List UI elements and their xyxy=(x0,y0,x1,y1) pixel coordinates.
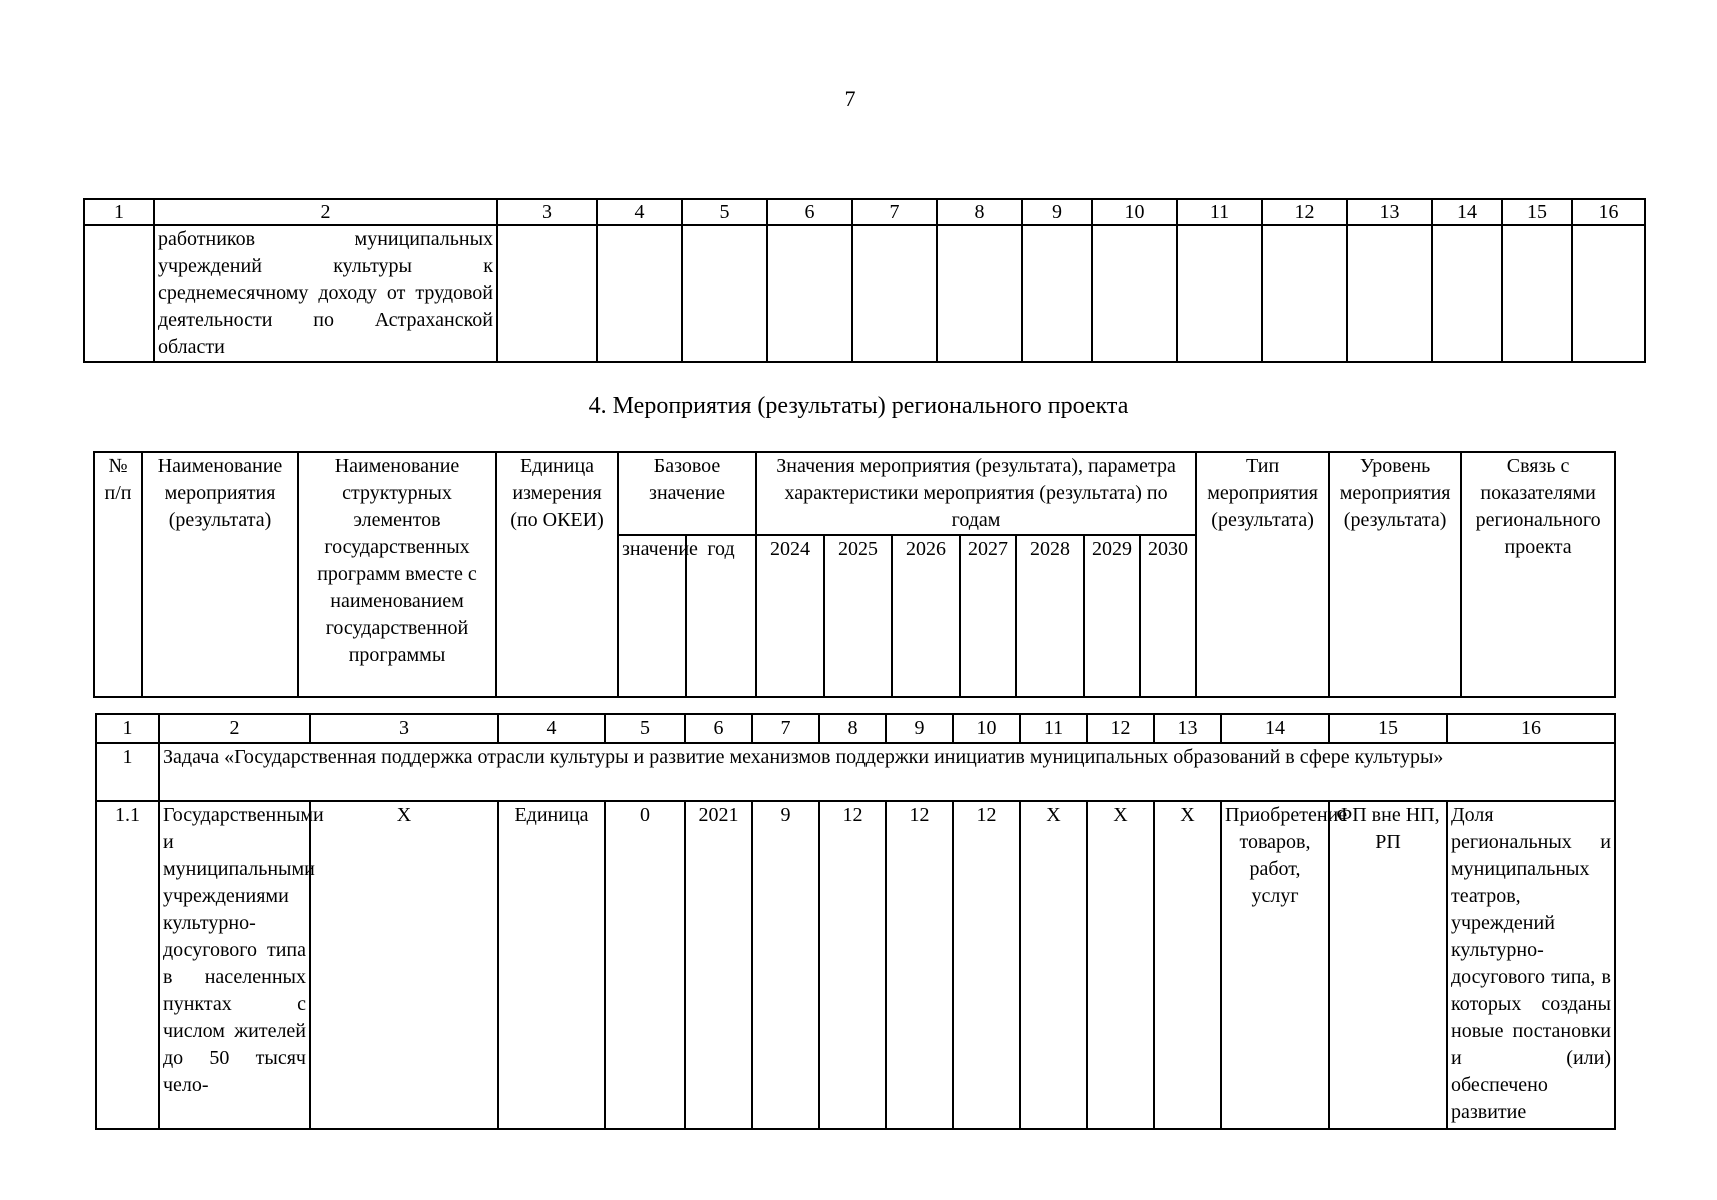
header-elements: Наименование структурных элементов государственных программ вместе с наименованием государственной программы xyxy=(298,452,496,697)
empty-cell xyxy=(597,225,682,362)
empty-cell xyxy=(1092,225,1177,362)
col-num: 4 xyxy=(597,199,682,225)
header-year: 2028 xyxy=(1016,535,1084,697)
col-num: 6 xyxy=(685,714,752,743)
col-num: 10 xyxy=(953,714,1020,743)
result-number: 1.1 xyxy=(96,801,159,1129)
col-num: 13 xyxy=(1347,199,1432,225)
column-number-row xyxy=(84,199,1645,225)
page-number: 7 xyxy=(844,86,856,111)
header-base: Базовое значение xyxy=(618,452,756,535)
task-text: Задача «Государственная поддержка отрасли культуры и развитие механизмов поддержки инициатив муниципальных образований в сфере культуры» xyxy=(159,743,1615,801)
header-base-year: год xyxy=(686,535,756,697)
result-elements: X xyxy=(310,801,498,1129)
col-num: 13 xyxy=(1154,714,1221,743)
result-value-2025: 12 xyxy=(819,801,886,1129)
col-num: 16 xyxy=(1572,199,1645,225)
result-value-2026: 12 xyxy=(886,801,953,1129)
header-year: 2024 xyxy=(756,535,824,697)
continuation-row xyxy=(84,225,1645,362)
result-link: Доля региональных и муниципальных театров, учреждений культурно-досугового типа, в которых созданы новые постановки и (или) обеспечено развитие xyxy=(1447,801,1615,1129)
result-type: Приобретение товаров, работ, услуг xyxy=(1221,801,1329,1129)
result-name: Государственными и муниципальными учреждениями культурно-досугового типа в населенных пунктах с числом жителей до 50 тысяч чело- xyxy=(159,801,310,1129)
task-number: 1 xyxy=(96,743,159,801)
section-title: 4. Мероприятия (результаты) регионального проекта xyxy=(588,393,1129,419)
col-num: 7 xyxy=(852,199,937,225)
empty-cell xyxy=(1502,225,1572,362)
header-table xyxy=(93,451,1616,698)
col-num: 3 xyxy=(497,199,597,225)
header-no: № п/п xyxy=(94,452,142,697)
col-num: 8 xyxy=(819,714,886,743)
header-year: 2027 xyxy=(960,535,1016,697)
result-level: ФП вне НП, РП xyxy=(1329,801,1447,1129)
result-base-value: 0 xyxy=(605,801,685,1129)
col-num: 2 xyxy=(159,714,310,743)
col-num: 11 xyxy=(1177,199,1262,225)
col-num: 11 xyxy=(1020,714,1087,743)
empty-cell xyxy=(852,225,937,362)
header-year: 2026 xyxy=(892,535,960,697)
result-value-2028: X xyxy=(1020,801,1087,1129)
col-num: 12 xyxy=(1087,714,1154,743)
result-value-2027: 12 xyxy=(953,801,1020,1129)
result-row xyxy=(96,801,1615,1129)
header-link: Связь с показателями регионального проекта xyxy=(1461,452,1615,697)
result-value-2030: X xyxy=(1154,801,1221,1129)
col-num: 15 xyxy=(1329,714,1447,743)
continuation-text: работников муниципальных учреждений культуры к среднемесячному доходу от трудовой деятельности по Астраханской области xyxy=(154,225,497,362)
col-num: 9 xyxy=(886,714,953,743)
col-num: 3 xyxy=(310,714,498,743)
empty-cell xyxy=(1262,225,1347,362)
result-value-2024: 9 xyxy=(752,801,819,1129)
empty-cell xyxy=(1177,225,1262,362)
header-base-value: значение xyxy=(618,535,686,697)
col-num: 12 xyxy=(1262,199,1347,225)
empty-cell xyxy=(767,225,852,362)
col-num: 16 xyxy=(1447,714,1615,743)
task-row xyxy=(96,743,1615,801)
header-values: Значения мероприятия (результата), параметра характеристики мероприятия (результата) по годам xyxy=(756,452,1196,535)
col-num: 9 xyxy=(1022,199,1092,225)
empty-cell xyxy=(937,225,1022,362)
column-number-row xyxy=(96,714,1615,743)
empty-cell xyxy=(1022,225,1092,362)
empty-cell xyxy=(84,225,154,362)
result-base-year: 2021 xyxy=(685,801,752,1129)
empty-cell xyxy=(1572,225,1645,362)
result-value-2029: X xyxy=(1087,801,1154,1129)
empty-cell xyxy=(682,225,767,362)
col-num: 1 xyxy=(96,714,159,743)
header-year: 2030 xyxy=(1140,535,1196,697)
body-table xyxy=(95,713,1616,1130)
col-num: 6 xyxy=(767,199,852,225)
empty-cell xyxy=(497,225,597,362)
col-num: 14 xyxy=(1221,714,1329,743)
top-table-continuation xyxy=(83,198,1646,363)
empty-cell xyxy=(1432,225,1502,362)
result-unit: Единица xyxy=(498,801,605,1129)
header-year: 2025 xyxy=(824,535,892,697)
col-num: 4 xyxy=(498,714,605,743)
col-num: 8 xyxy=(937,199,1022,225)
col-num: 1 xyxy=(84,199,154,225)
header-name: Наименование мероприятия (результата) xyxy=(142,452,298,697)
col-num: 14 xyxy=(1432,199,1502,225)
header-level: Уровень мероприятия (результата) xyxy=(1329,452,1461,697)
header-type: Тип мероприятия (результата) xyxy=(1196,452,1329,697)
col-num: 10 xyxy=(1092,199,1177,225)
header-year: 2029 xyxy=(1084,535,1140,697)
empty-cell xyxy=(1347,225,1432,362)
col-num: 5 xyxy=(682,199,767,225)
col-num: 15 xyxy=(1502,199,1572,225)
col-num: 7 xyxy=(752,714,819,743)
header-unit: Единица измерения (по ОКЕИ) xyxy=(496,452,618,697)
col-num: 2 xyxy=(154,199,497,225)
col-num: 5 xyxy=(605,714,685,743)
